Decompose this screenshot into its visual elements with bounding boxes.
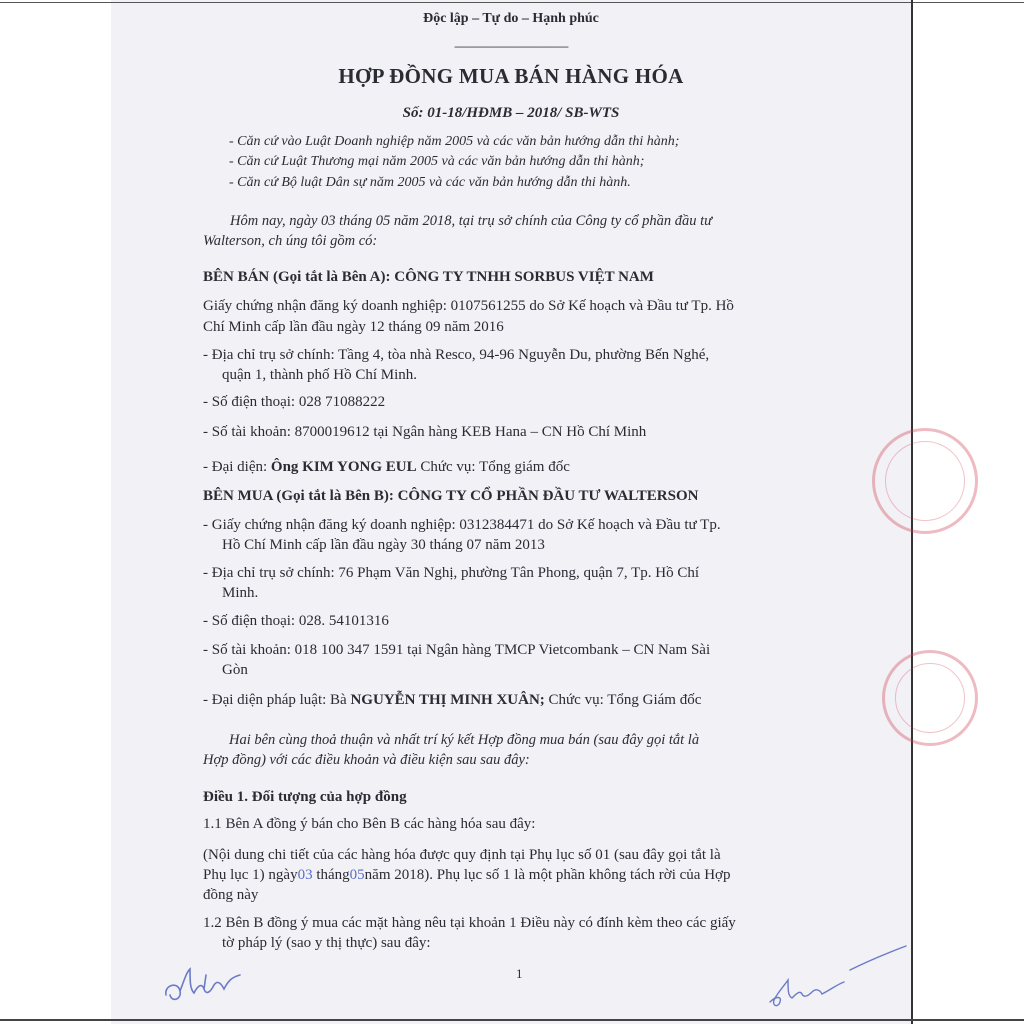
party-a-address-2: quận 1, thành phố Hồ Chí Minh. [222, 367, 417, 383]
article-1-heading: Điều 1. Đối tượng của hợp đồng [203, 789, 407, 805]
detail-month: 05 [349, 867, 365, 883]
contract-number: Số: 01-18/HĐMB – 2018/ SB-WTS [402, 105, 620, 121]
motto: Độc lập – Tự do – Hạnh phúc [423, 11, 599, 26]
party-a-license-1: Giấy chứng nhận đăng ký doanh nghiệp: 0107561255 do Sở Kế hoạch và Đầu tư Tp. Hồ [203, 298, 734, 314]
intro-line-1: Hôm nay, ngày 03 tháng 05 năm 2018, tại trụ sở chính của Công ty cổ phần đầu tư [230, 213, 713, 229]
top-border-line [0, 2, 1024, 3]
legal-basis-1: - Căn cứ vào Luật Doanh nghiệp năm 2005 và các văn bản hướng dẫn thi hành; [229, 134, 680, 149]
party-a-rep-name: Ông KIM YONG EUL [270, 459, 417, 475]
initials-signature-right [760, 940, 910, 1020]
company-seal-1 [872, 428, 978, 534]
party-b-phone: - Số điện thoại: 028. 54101316 [203, 613, 389, 629]
party-b-address-1: - Địa chỉ trụ sở chính: 76 Phạm Văn Nghị, phường Tân Phong, quận 7, Tp. Hồ Chí [203, 565, 700, 581]
party-b-license-2: Hồ Chí Minh cấp lần đầu ngày 30 tháng 07 năm 2013 [222, 537, 545, 553]
legal-basis-2: - Căn cứ Luật Thương mại năm 2005 và các văn bản hướng dẫn thi hành; [229, 154, 645, 169]
party-b-license-1: - Giấy chứng nhận đăng ký doanh nghiệp: 0312384471 do Sở Kế hoạch và Đầu tư Tp. [203, 517, 721, 533]
clause-1-2-line-1: 1.2 Bên B đồng ý mua các mặt hàng nêu tại khoản 1 Điều này có đính kèm theo các giấy [203, 915, 736, 931]
party-b-address-2: Minh. [222, 585, 259, 601]
legal-basis-3: - Căn cứ Bộ luật Dân sự năm 2005 và các văn bản hướng dẫn thi hành. [229, 175, 631, 190]
party-b-representative [203, 691, 701, 709]
agreement-line-2: Hợp đồng) với các điều khoản và điều kiện sau sau đây: [203, 752, 530, 768]
party-a-representative [203, 458, 570, 476]
clause-1-1-detail-2 [203, 866, 730, 884]
party-a-account: - Số tài khoản: 8700019612 tại Ngân hàng KEB Hana – CN Hồ Chí Minh [203, 424, 647, 440]
intro-line-2: Walterson, ch úng tôi gồm có: [203, 233, 378, 249]
party-b-heading: BÊN MUA (Gọi tắt là Bên B): CÔNG TY CỔ PHẦN ĐẦU TƯ WALTERSON [203, 488, 699, 504]
party-a-rep-prefix: - Đại diện: [203, 459, 271, 475]
detail-text-b: tháng [312, 867, 350, 883]
company-seal-2-inner-ring [895, 663, 965, 733]
party-b-rep-prefix: - Đại diện pháp luật: Bà [203, 692, 351, 708]
company-seal-2 [882, 650, 978, 746]
clause-1-1-detail-3: đồng này [203, 887, 259, 903]
detail-text-a: Phụ lục 1) ngày [203, 867, 298, 883]
party-a-address-1: - Địa chỉ trụ sở chính: Tầng 4, tòa nhà Resco, 94-96 Nguyễn Du, phường Bến Nghé, [203, 347, 710, 363]
clause-1-1-detail-1: (Nội dung chi tiết của các hàng hóa được quy định tại Phụ lục số 01 (sau đây gọi tắt là [203, 847, 721, 863]
clause-1-2-line-2: tờ pháp lý (sao y thị thực) sau đây: [222, 935, 431, 951]
party-b-rep-position: Chức vụ: Tổng Giám đốc [544, 692, 702, 708]
initials-signature-left [160, 955, 270, 1015]
party-a-license-2: Chí Minh cấp lần đầu ngày 12 tháng 09 năm 2016 [203, 319, 504, 335]
party-a-phone: - Số điện thoại: 028 71088222 [203, 394, 386, 410]
party-a-rep-position: Chức vụ: Tổng giám đốc [416, 459, 570, 475]
party-b-account-1: - Số tài khoản: 018 100 347 1591 tại Ngân hàng TMCP Vietcombank – CN Nam Sài [203, 642, 711, 658]
bottom-border-line [0, 1019, 1024, 1021]
motto-underline: -------------------------------------- [454, 39, 568, 53]
document-title: HỢP ĐỒNG MUA BÁN HÀNG HÓA [338, 64, 684, 88]
detail-text-c: năm 2018). Phụ lục số 1 là một phần không tách rời của Hợp [364, 867, 731, 883]
agreement-line-1: Hai bên cùng thoả thuận và nhất trí ký kết Hợp đồng mua bán (sau đây gọi tắt là [229, 732, 700, 748]
clause-1-1: 1.1 Bên A đồng ý bán cho Bên B các hàng hóa sau đây: [203, 816, 536, 832]
party-b-rep-name: NGUYỄN THỊ MINH XUÂN; [350, 692, 545, 708]
detail-day: 03 [297, 867, 313, 883]
party-a-heading: BÊN BÁN (Gọi tắt là Bên A): CÔNG TY TNHH SORBUS VIỆT NAM [203, 269, 654, 285]
company-seal-1-inner-ring [885, 441, 965, 521]
page-number: 1 [516, 966, 523, 981]
party-b-account-2: Gòn [222, 662, 248, 678]
